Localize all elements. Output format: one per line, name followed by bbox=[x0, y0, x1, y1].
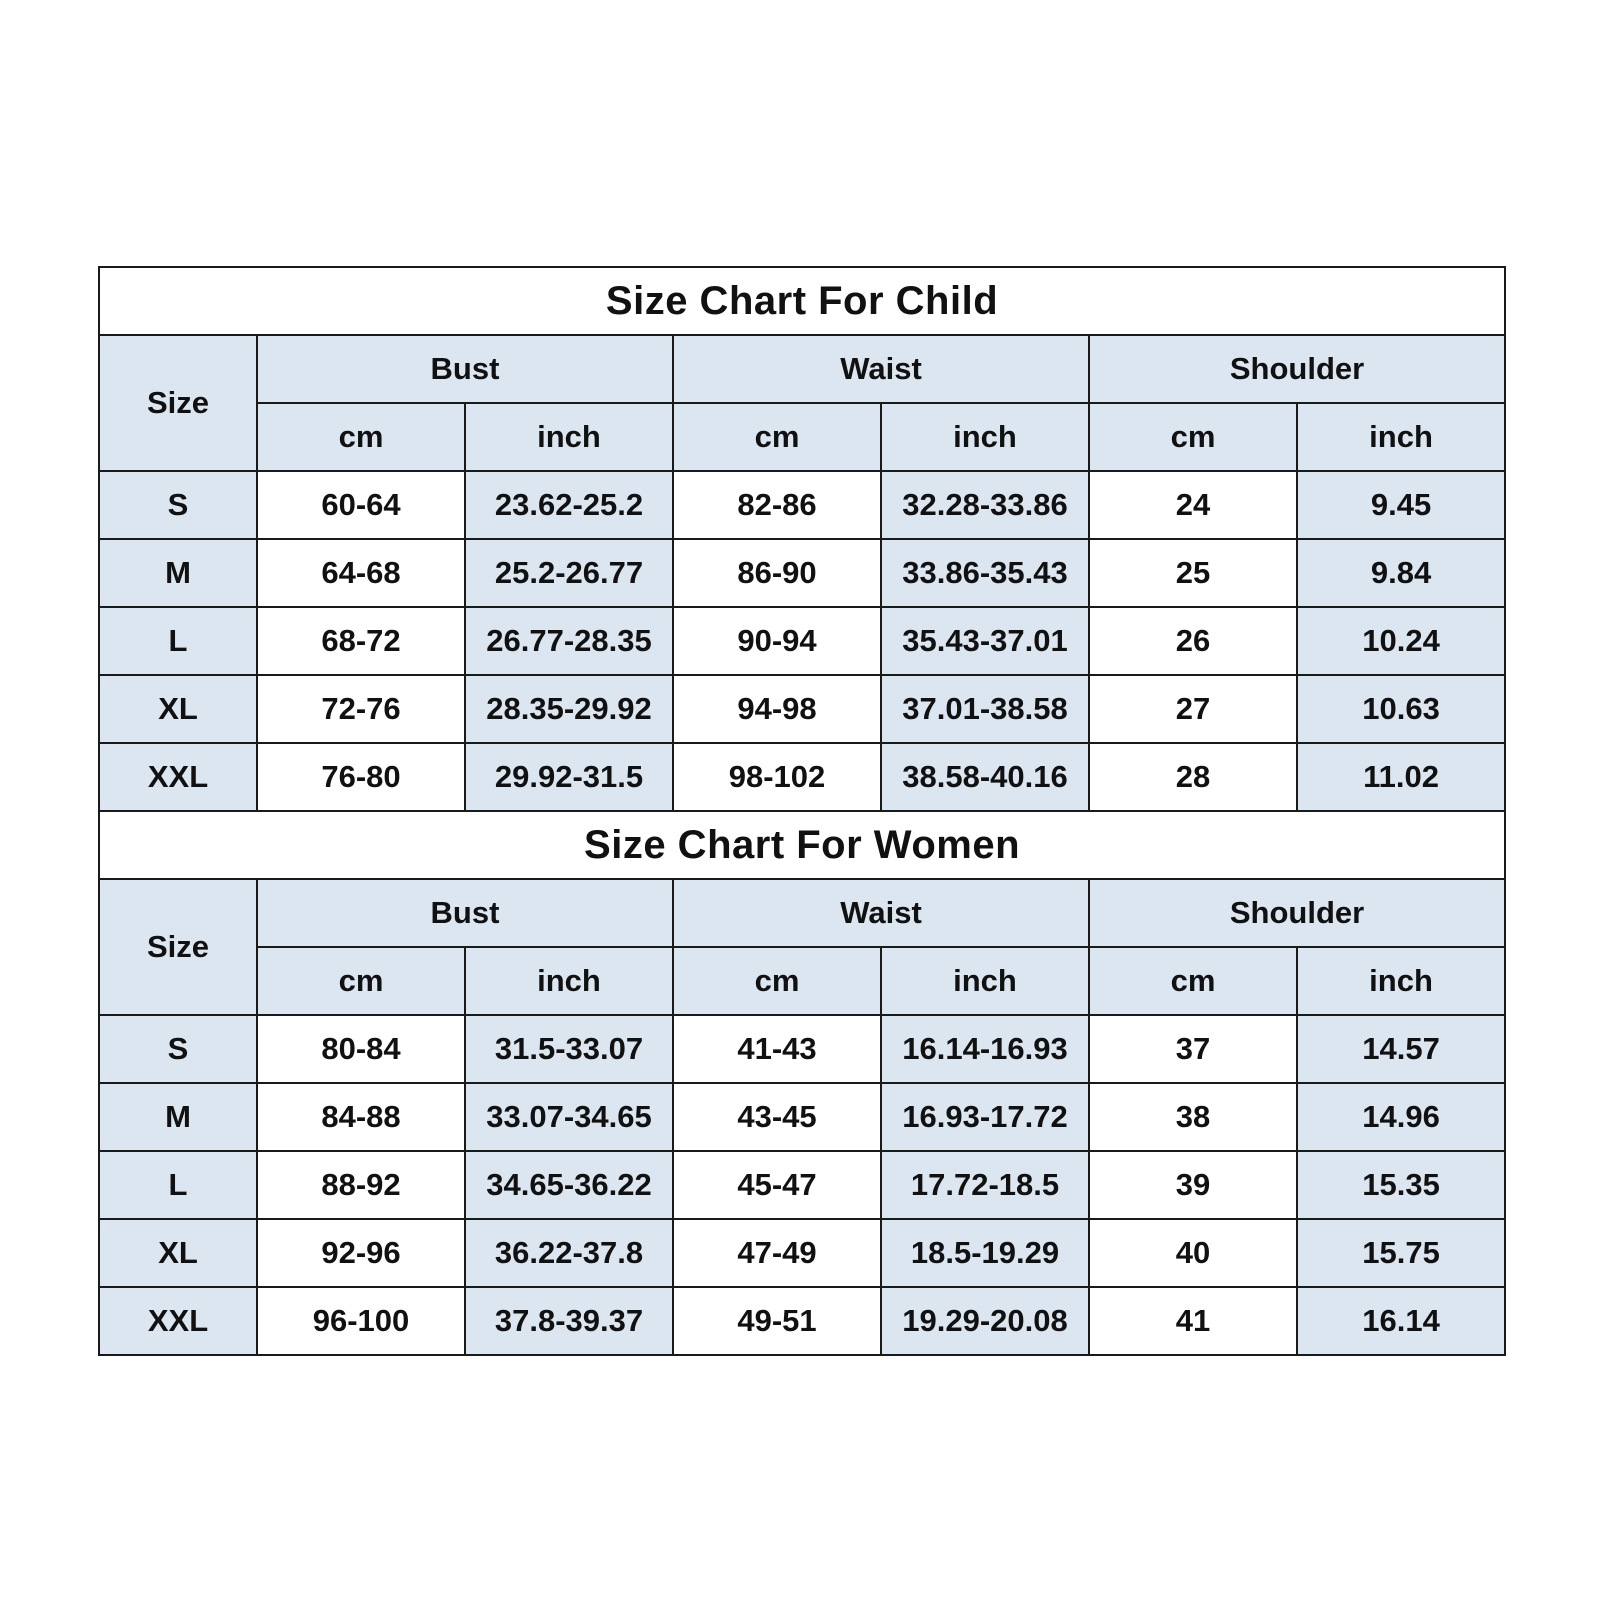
value-cell: 43-45 bbox=[673, 1083, 881, 1151]
value-cell: 68-72 bbox=[257, 607, 465, 675]
value-cell: 33.86-35.43 bbox=[881, 539, 1089, 607]
value-cell: 10.63 bbox=[1297, 675, 1505, 743]
value-cell: 94-98 bbox=[673, 675, 881, 743]
value-cell: 16.14 bbox=[1297, 1287, 1505, 1355]
unit-header: inch bbox=[881, 403, 1089, 471]
value-cell: 60-64 bbox=[257, 471, 465, 539]
group-header-bust: Bust bbox=[257, 879, 673, 947]
group-header-waist: Waist bbox=[673, 335, 1089, 403]
value-cell: 37 bbox=[1089, 1015, 1297, 1083]
value-cell: 41 bbox=[1089, 1287, 1297, 1355]
value-cell: 32.28-33.86 bbox=[881, 471, 1089, 539]
value-cell: 76-80 bbox=[257, 743, 465, 811]
unit-header: cm bbox=[1089, 403, 1297, 471]
group-header-row bbox=[99, 879, 1505, 947]
value-cell: 98-102 bbox=[673, 743, 881, 811]
table-row bbox=[99, 1083, 1505, 1151]
size-chart-body bbox=[99, 267, 1505, 1355]
group-header-bust: Bust bbox=[257, 335, 673, 403]
value-cell: 26.77-28.35 bbox=[465, 607, 673, 675]
value-cell: 27 bbox=[1089, 675, 1297, 743]
value-cell: 96-100 bbox=[257, 1287, 465, 1355]
value-cell: 64-68 bbox=[257, 539, 465, 607]
unit-header: inch bbox=[465, 947, 673, 1015]
value-cell: 25.2-26.77 bbox=[465, 539, 673, 607]
value-cell: 37.01-38.58 bbox=[881, 675, 1089, 743]
value-cell: 38.58-40.16 bbox=[881, 743, 1089, 811]
group-header-shoulder: Shoulder bbox=[1089, 879, 1505, 947]
group-header-waist: Waist bbox=[673, 879, 1089, 947]
size-cell: M bbox=[99, 1083, 257, 1151]
group-header-row bbox=[99, 335, 1505, 403]
table-title-row bbox=[99, 267, 1505, 335]
value-cell: 41-43 bbox=[673, 1015, 881, 1083]
value-cell: 86-90 bbox=[673, 539, 881, 607]
unit-header: inch bbox=[465, 403, 673, 471]
value-cell: 34.65-36.22 bbox=[465, 1151, 673, 1219]
table-row bbox=[99, 1219, 1505, 1287]
table-row bbox=[99, 539, 1505, 607]
value-cell: 16.93-17.72 bbox=[881, 1083, 1089, 1151]
value-cell: 31.5-33.07 bbox=[465, 1015, 673, 1083]
value-cell: 23.62-25.2 bbox=[465, 471, 673, 539]
size-cell: XXL bbox=[99, 743, 257, 811]
value-cell: 29.92-31.5 bbox=[465, 743, 673, 811]
value-cell: 16.14-16.93 bbox=[881, 1015, 1089, 1083]
value-cell: 36.22-37.8 bbox=[465, 1219, 673, 1287]
size-chart bbox=[98, 266, 1506, 1356]
unit-header: cm bbox=[673, 403, 881, 471]
size-column-header: Size bbox=[99, 335, 257, 471]
size-cell: L bbox=[99, 607, 257, 675]
value-cell: 9.84 bbox=[1297, 539, 1505, 607]
value-cell: 47-49 bbox=[673, 1219, 881, 1287]
unit-header: inch bbox=[881, 947, 1089, 1015]
value-cell: 28 bbox=[1089, 743, 1297, 811]
size-cell: S bbox=[99, 1015, 257, 1083]
value-cell: 38 bbox=[1089, 1083, 1297, 1151]
value-cell: 39 bbox=[1089, 1151, 1297, 1219]
table-row bbox=[99, 471, 1505, 539]
value-cell: 33.07-34.65 bbox=[465, 1083, 673, 1151]
unit-header: inch bbox=[1297, 947, 1505, 1015]
value-cell: 10.24 bbox=[1297, 607, 1505, 675]
value-cell: 14.57 bbox=[1297, 1015, 1505, 1083]
size-cell: XL bbox=[99, 1219, 257, 1287]
table-title-row bbox=[99, 811, 1505, 879]
table-row bbox=[99, 1287, 1505, 1355]
value-cell: 19.29-20.08 bbox=[881, 1287, 1089, 1355]
value-cell: 18.5-19.29 bbox=[881, 1219, 1089, 1287]
value-cell: 11.02 bbox=[1297, 743, 1505, 811]
unit-header-row bbox=[99, 947, 1505, 1015]
unit-header: cm bbox=[1089, 947, 1297, 1015]
unit-header: cm bbox=[257, 403, 465, 471]
table-row bbox=[99, 1015, 1505, 1083]
size-column-header: Size bbox=[99, 879, 257, 1015]
size-cell: M bbox=[99, 539, 257, 607]
value-cell: 28.35-29.92 bbox=[465, 675, 673, 743]
size-cell: L bbox=[99, 1151, 257, 1219]
table-row bbox=[99, 607, 1505, 675]
size-cell: S bbox=[99, 471, 257, 539]
value-cell: 90-94 bbox=[673, 607, 881, 675]
value-cell: 17.72-18.5 bbox=[881, 1151, 1089, 1219]
value-cell: 15.35 bbox=[1297, 1151, 1505, 1219]
value-cell: 26 bbox=[1089, 607, 1297, 675]
value-cell: 92-96 bbox=[257, 1219, 465, 1287]
group-header-shoulder: Shoulder bbox=[1089, 335, 1505, 403]
unit-header: cm bbox=[257, 947, 465, 1015]
unit-header-row bbox=[99, 403, 1505, 471]
value-cell: 24 bbox=[1089, 471, 1297, 539]
value-cell: 25 bbox=[1089, 539, 1297, 607]
value-cell: 45-47 bbox=[673, 1151, 881, 1219]
value-cell: 40 bbox=[1089, 1219, 1297, 1287]
table-title: Size Chart For Child bbox=[99, 267, 1505, 335]
value-cell: 88-92 bbox=[257, 1151, 465, 1219]
value-cell: 84-88 bbox=[257, 1083, 465, 1151]
size-chart-table bbox=[98, 266, 1506, 1356]
value-cell: 82-86 bbox=[673, 471, 881, 539]
value-cell: 9.45 bbox=[1297, 471, 1505, 539]
table-row bbox=[99, 743, 1505, 811]
size-cell: XXL bbox=[99, 1287, 257, 1355]
value-cell: 49-51 bbox=[673, 1287, 881, 1355]
size-cell: XL bbox=[99, 675, 257, 743]
table-row bbox=[99, 1151, 1505, 1219]
value-cell: 80-84 bbox=[257, 1015, 465, 1083]
value-cell: 15.75 bbox=[1297, 1219, 1505, 1287]
value-cell: 35.43-37.01 bbox=[881, 607, 1089, 675]
table-row bbox=[99, 675, 1505, 743]
value-cell: 72-76 bbox=[257, 675, 465, 743]
unit-header: inch bbox=[1297, 403, 1505, 471]
value-cell: 14.96 bbox=[1297, 1083, 1505, 1151]
table-title: Size Chart For Women bbox=[99, 811, 1505, 879]
value-cell: 37.8-39.37 bbox=[465, 1287, 673, 1355]
unit-header: cm bbox=[673, 947, 881, 1015]
